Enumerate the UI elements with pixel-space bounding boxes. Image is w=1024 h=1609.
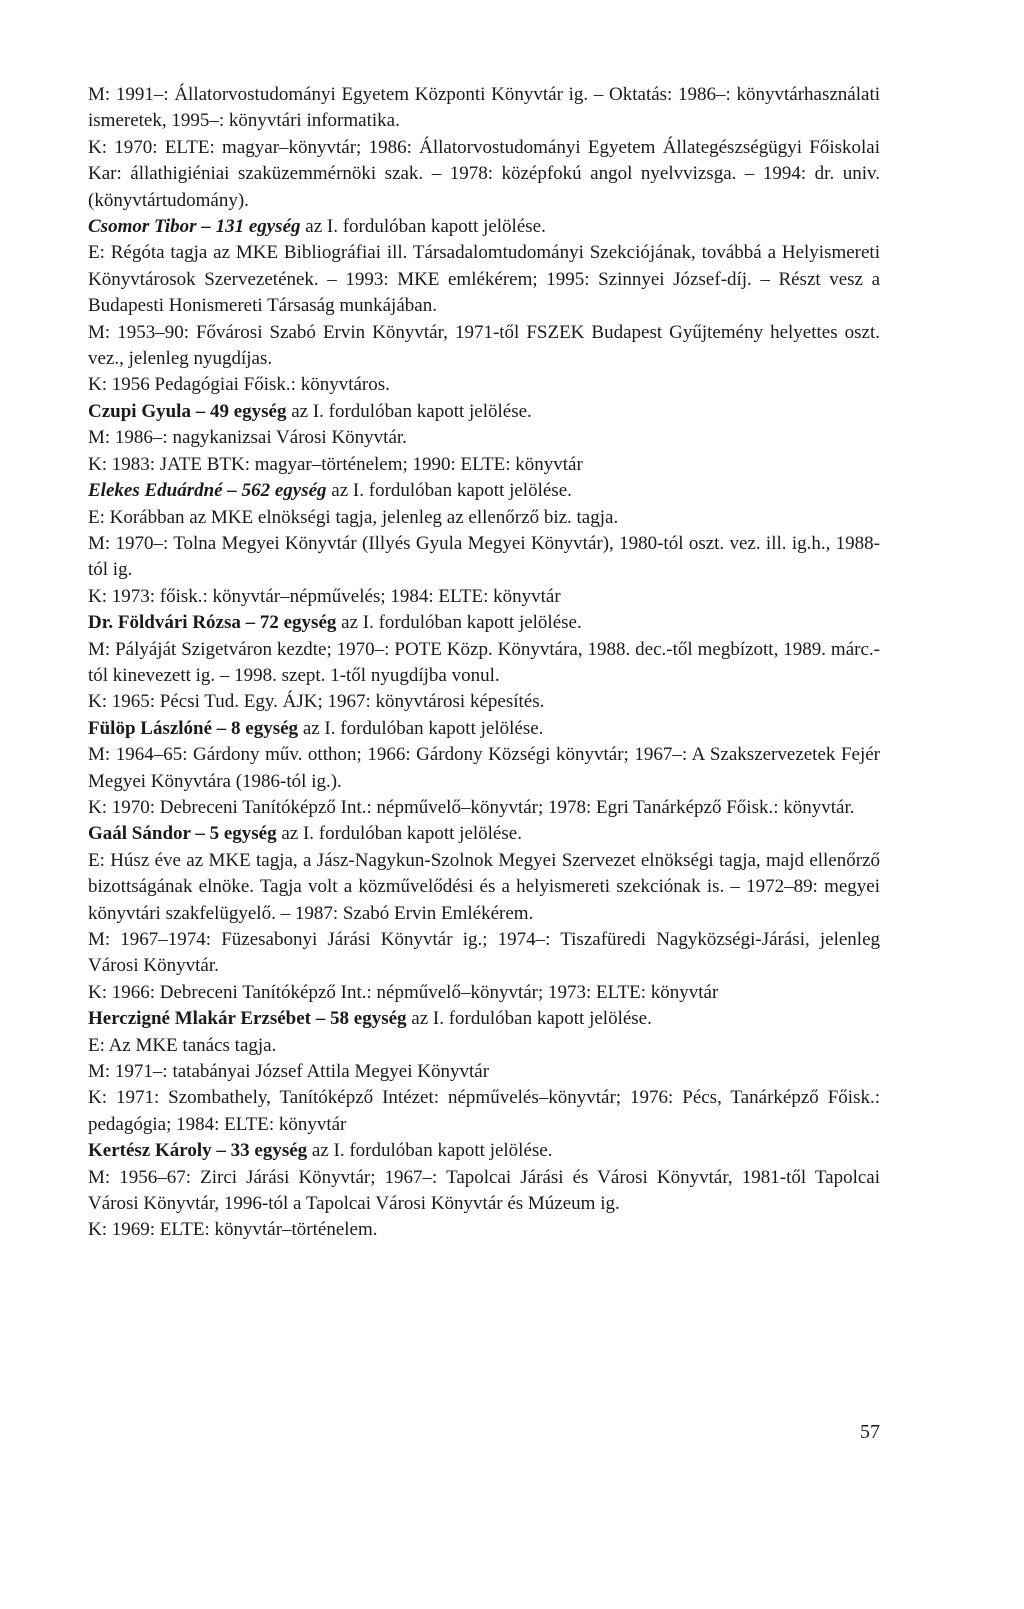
paragraph-text: E: Korábban az MKE elnökségi tagja, jelenleg az ellenőrző biz. tagja. [88, 506, 619, 528]
paragraph-text: E: Az MKE tanács tagja. [88, 1034, 277, 1056]
paragraph-text: K: 1966: Debreceni Tanítóképző Int.: népművelő–könyvtár; 1973: ELTE: könyvtár [88, 981, 719, 1003]
paragraph-text: K: 1970: ELTE: magyar–könyvtár; 1986: Állatorvostudományi Egyetem Állategészségügyi Főiskolai Kar: állathigiéniai szaküzemmérnöki szak. – 1978: középfokú angol nyelvvizsga. – 1994: dr. univ. (könyvtártudomány). [88, 136, 880, 211]
person-name: Kertész Károly – 33 egység [88, 1140, 308, 1162]
paragraph-text: az I. fordulóban kapott jelölése. [298, 717, 544, 739]
paragraph-text: M: 1970–: Tolna Megyei Könyvtár (Illyés Gyula Megyei Könyvtár), 1980-tól oszt. vez. ill. ig.h., 1988-tól ig. [88, 532, 880, 581]
paragraph-text: K: 1983: JATE BTK: magyar–történelem; 1990: ELTE: könyvtár [88, 453, 583, 475]
entry-paragraph [88, 1085, 880, 1138]
paragraph-text: M: 1967–1974: Füzesabonyi Járási Könyvtár ig.; 1974–: Tiszafüredi Nagyközségi-Járási, jelenleg Városi Könyvtár. [88, 929, 880, 977]
entry-heading [88, 1138, 880, 1164]
person-name: Herczigné Mlakár Erzsébet – 58 egység [88, 1008, 407, 1030]
paragraph-text: M: 1964–65: Gárdony műv. otthon; 1966: Gárdony Községi könyvtár; 1967–: A Szakszervezetek Fejér Megyei Könyvtára (1986-tól ig.). [88, 744, 880, 792]
paragraph-text: K: 1965: Pécsi Tud. Egy. ÁJK; 1967: könyvtárosi képesítés. [88, 691, 545, 713]
paragraph-text: K: 1971: Szombathely, Tanítóképző Intézet: népművelés–könyvtár; 1976: Pécs, Tanárképző Főisk.: pedagógia; 1984: ELTE: könyvtár [88, 1087, 880, 1135]
entry-paragraph [88, 320, 880, 373]
person-name: Elekes Eduárdné – 562 egység [88, 480, 327, 502]
paragraph-text: M: 1956–67: Zirci Járási Könyvtár; 1967–: Tapolcai Járási és Városi Könyvtár, 1981-től Tapolcai Városi Könyvtár, 1996-tól a Tapolcai Városi Könyvtár és Múzeum ig. [88, 1166, 880, 1215]
person-name: Gaál Sándor – 5 egység [88, 823, 277, 845]
entry-paragraph [88, 742, 880, 795]
paragraph-text: az I. fordulóban kapott jelölése. [300, 216, 546, 238]
entry-paragraph [88, 372, 880, 398]
entry-heading [88, 1006, 880, 1032]
entry-paragraph [88, 240, 880, 319]
paragraph-text: M: 1991–: Állatorvostudományi Egyetem Központi Könyvtár ig. – Oktatás: 1986–: könyvtárhasználati ismeretek, 1995–: könyvtári informatika. [88, 84, 880, 132]
paragraph-text: M: 1953–90: Fővárosi Szabó Ervin Könyvtár, 1971-től FSZEK Budapest Gyűjtemény helyettes oszt. vez., jelenleg nyugdíjas. [88, 321, 880, 370]
entry-heading [88, 610, 880, 636]
paragraph-text: E: Húsz éve az MKE tagja, a Jász-Nagykun-Szolnok Megyei Szervezet elnökségi tagja, majd ellenőrző bizottságának elnöke. Tagja volt a közművelődési és a helyismereti szekciónak is. – 1972–89: megyei könyvtári szakfelügyelő. – 1987: Szabó Ervin Emlékérem. [88, 849, 880, 924]
paragraph-text: K: 1969: ELTE: könyvtár–történelem. [88, 1219, 378, 1241]
paragraph-text: M: 1986–: nagykanizsai Városi Könyvtár. [88, 427, 407, 449]
person-name: Dr. Földvári Rózsa – 72 egység [88, 612, 337, 634]
entry-heading [88, 399, 880, 425]
entry-paragraph [88, 1033, 880, 1059]
paragraph-text: az I. fordulóban kapott jelölése. [276, 823, 522, 845]
paragraph-text: E: Régóta tagja az MKE Bibliográfiai ill. Társadalomtudományi Szekciójának, továbbá a Helyismereti Könyvtárosok Szervezetének. – 1993: MKE emlékérem; 1995: Szinnyei József-díj. – Részt vesz a Budapesti Honismereti Társaság munkájában. [88, 242, 880, 317]
paragraph-text: K: 1956 Pedagógiai Főisk.: könyvtáros. [88, 374, 390, 396]
paragraph-text: K: 1973: főisk.: könyvtár–népművelés; 1984: ELTE: könyvtár [88, 585, 561, 607]
entry-paragraph [88, 452, 880, 478]
entry-paragraph [88, 637, 880, 690]
paragraph-text: az I. fordulóban kapott jelölése. [406, 1008, 652, 1030]
person-name: Fülöp Lászlóné – 8 egység [88, 717, 299, 739]
person-name: Csomor Tibor – 131 egység [88, 216, 301, 238]
paragraph-text: az I. fordulóban kapott jelölése. [286, 400, 532, 422]
entry-heading [88, 214, 880, 240]
entry-paragraph [88, 689, 880, 715]
entry-paragraph [88, 505, 880, 531]
paragraph-text: az I. fordulóban kapott jelölése. [326, 480, 572, 502]
entry-heading [88, 478, 880, 504]
entry-paragraph [88, 980, 880, 1006]
entry-paragraph [88, 135, 880, 214]
entry-paragraph [88, 82, 880, 135]
entry-paragraph [88, 1059, 880, 1085]
entry-paragraph [88, 927, 880, 980]
entry-paragraph [88, 1217, 880, 1243]
entry-paragraph [88, 1165, 880, 1218]
entry-paragraph [88, 531, 880, 584]
entry-paragraph [88, 584, 880, 610]
entry-heading [88, 821, 880, 847]
paragraph-text: az I. fordulóban kapott jelölése. [307, 1140, 553, 1162]
entry-paragraph [88, 795, 880, 821]
entry-heading [88, 716, 880, 742]
entry-paragraph [88, 425, 880, 451]
entry-paragraph [88, 848, 880, 927]
paragraph-text: M: 1971–: tatabányai József Attila Megyei Könyvtár [88, 1061, 490, 1083]
paragraph-text: az I. fordulóban kapott jelölése. [336, 612, 582, 634]
person-name: Czupi Gyula – 49 egység [88, 400, 287, 422]
page-body [88, 82, 880, 1244]
page-number: 57 [860, 1421, 880, 1443]
paragraph-text: M: Pályáját Szigetváron kezdte; 1970–: POTE Közp. Könyvtára, 1988. dec.-től megbízott, 1989. márc.-tól kinevezett ig. – 1998. szept. 1-től nyugdíjba vonul. [88, 638, 880, 686]
paragraph-text: K: 1970: Debreceni Tanítóképző Int.: népművelő–könyvtár; 1978: Egri Tanárképző Főisk.: könyvtár. [88, 796, 855, 818]
